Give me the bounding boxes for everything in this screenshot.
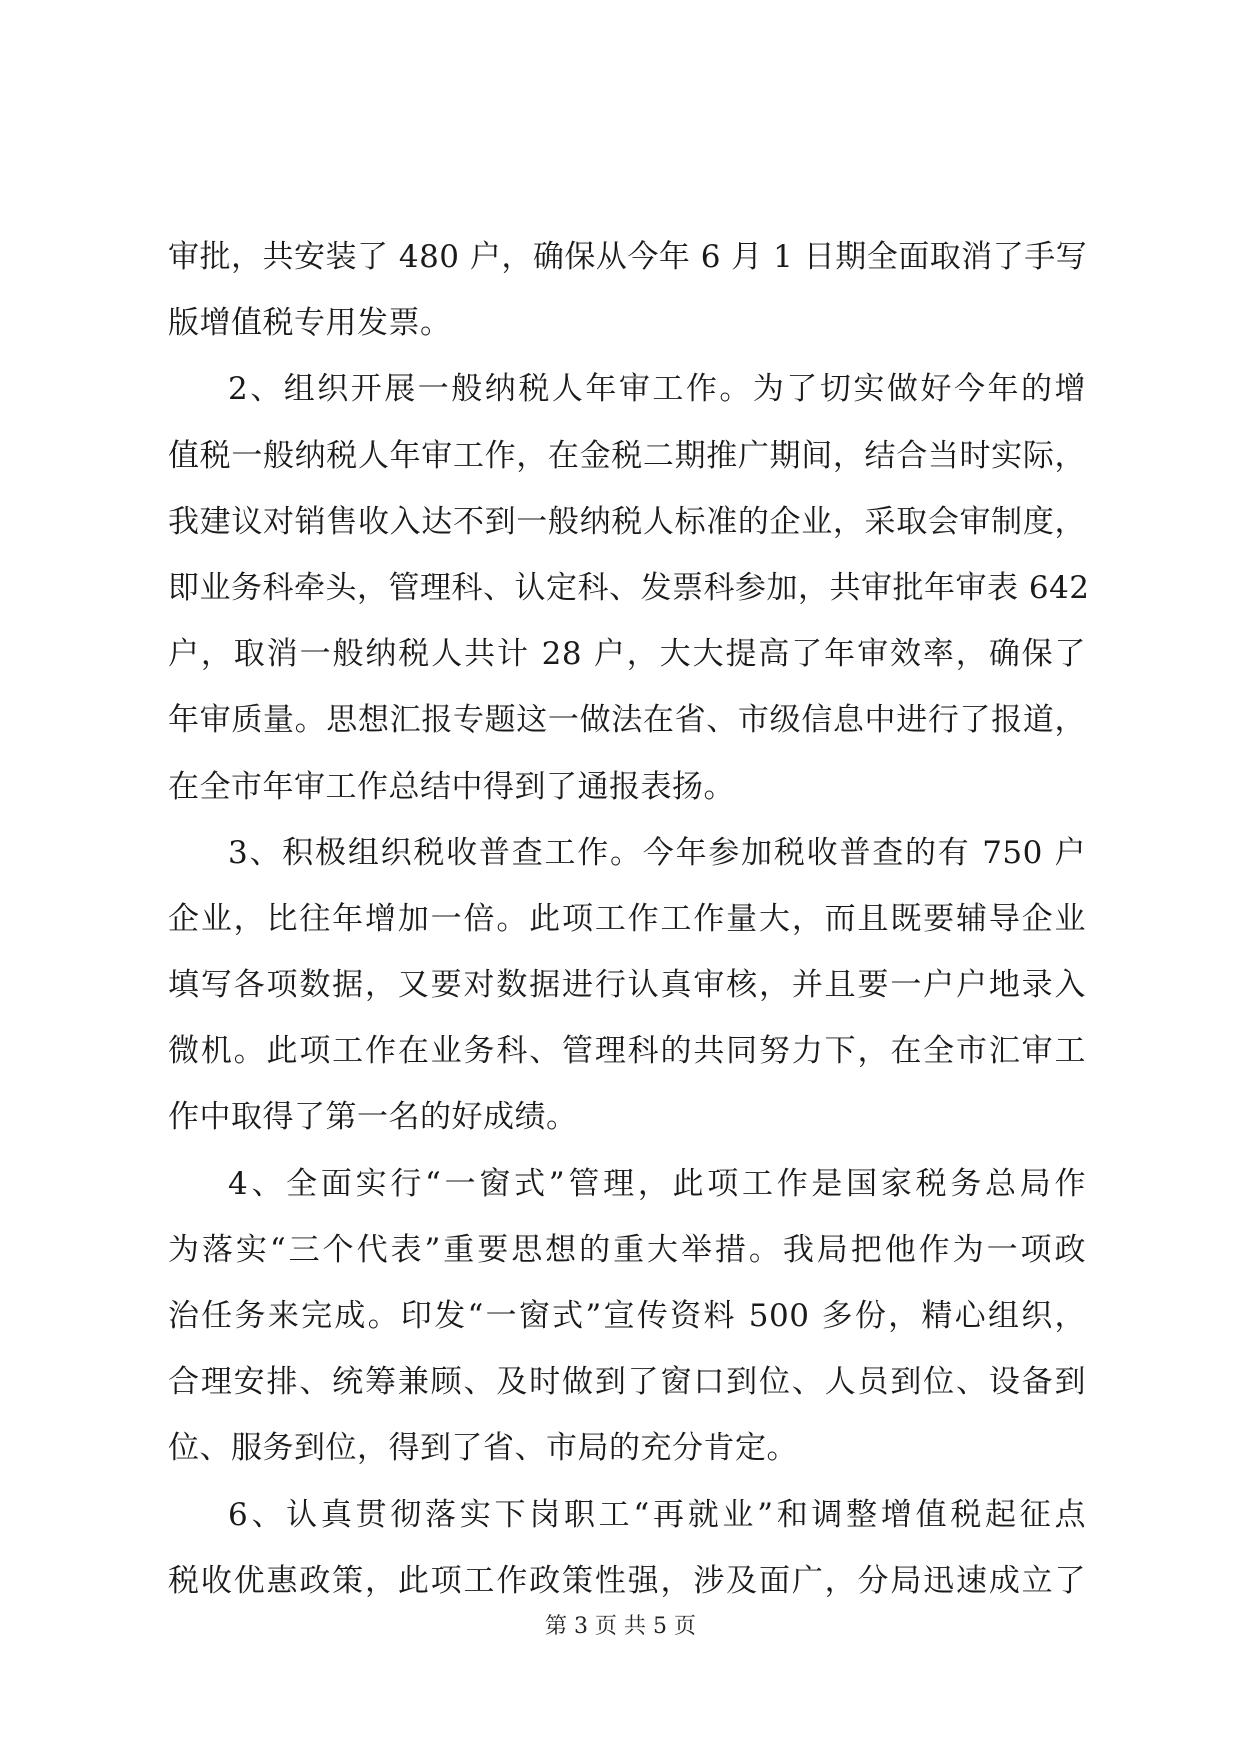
text-line: 审批，共安装了 480 户，确保从今年 6 月 1 日期全面取消了手写 (168, 239, 1088, 275)
text-line: 微机。此项工作在业务科、管理科的共同努力下，在全市汇审工 (168, 1033, 1086, 1070)
text-line: 户，取消一般纳税人共计 28 户，大大提高了年审效率，确保了 (168, 636, 1086, 673)
text-line: 为落实“三个代表”重要思想的重大举措。我局把他作为一项政 (168, 1231, 1086, 1268)
text-line: 即业务科牵头，管理科、认定科、发票科参加，共审批年审表 642 (168, 569, 1090, 606)
text-line: 税收优惠政策，此项工作政策性强，涉及面广，分局迅速成立了 (168, 1562, 1086, 1599)
text-line: 合理安排、统筹兼顾、及时做到了窗口到位、人员到位、设备到 (168, 1364, 1086, 1401)
text-line: 年审质量。思想汇报专题这一做法在省、市级信息中进行了报道， (168, 702, 1086, 739)
text-line: 位、服务到位，得到了省、市局的充分肯定。 (168, 1430, 798, 1467)
text-line: 我建议对销售收入达不到一般纳税人标准的企业，采取会审制度， (168, 503, 1086, 540)
text-line: 在全市年审工作总结中得到了通报表扬。 (168, 768, 735, 805)
document-body (168, 224, 1090, 1614)
text-line: 3、积极组织税收普查工作。今年参加税收普查的有 750 户 (228, 834, 1086, 871)
text-line: 4、全面实行“一窗式”管理，此项工作是国家税务总局作 (228, 1165, 1086, 1202)
text-line: 2、组织开展一般纳税人年审工作。为了切实做好今年的增 (228, 371, 1086, 408)
text-line: 作中取得了第一名的好成绩。 (168, 1099, 578, 1136)
text-line: 企业，比往年增加一倍。此项工作工作量大，而且既要辅导企业 (168, 900, 1086, 937)
text-line: 值税一般纳税人年审工作，在金税二期推广期间，结合当时实际， (168, 437, 1086, 474)
text-line: 版增值税专用发票。 (168, 305, 452, 342)
text-line: 治任务来完成。印发“一窗式”宣传资料 500 多份，精心组织， (168, 1298, 1086, 1334)
page-footer: 第 3 页 共 5 页 (545, 1614, 696, 1639)
text-line: 6、认真贯彻落实下岗职工“再就业”和调整增值税起征点 (228, 1496, 1086, 1533)
text-line: 填写各项数据，又要对数据进行认真审核，并且要一户户地录入 (168, 967, 1086, 1004)
